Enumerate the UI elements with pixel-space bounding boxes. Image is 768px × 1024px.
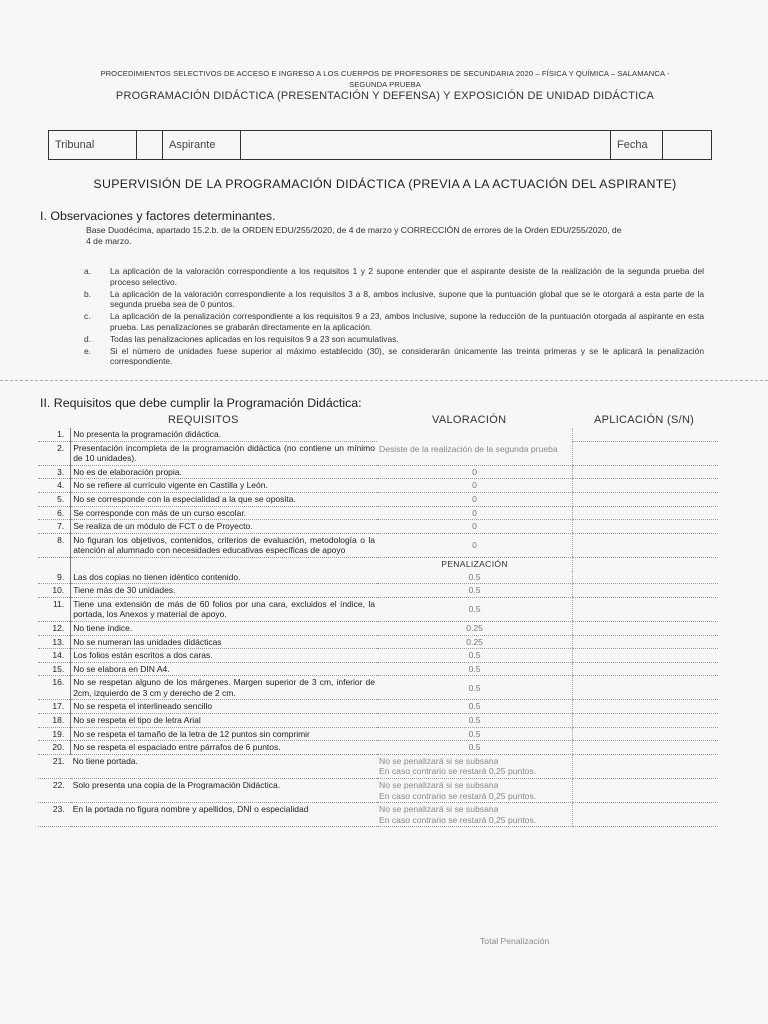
table-row [38,779,718,803]
penalizacion-note [377,803,573,827]
table-row [38,649,718,663]
tribunal-label: Tribunal [49,131,137,159]
total-penalizacion: Total Penalización [480,936,550,946]
note-item [84,266,704,287]
note-item [84,346,704,367]
row-text: Se realiza de un módulo de FCT o de Proyecto. [71,520,377,534]
row-number: 9. [38,571,71,584]
row-number: 10. [38,584,71,598]
row-number: 13. [38,635,71,649]
penalizacion-note [377,754,573,778]
penalizacion-value: 0.25 [377,621,573,635]
row-number: 3. [38,465,71,479]
aplicacion-cell[interactable] [573,428,718,441]
note-text: La aplicación de la valoración correspondiente a los requisitos 3 a 8, ambos inclusive, supone que la puntuación global que se le otorgará a esta parte de la segunda prueba sea de 0 puntos. [110,288,704,309]
note-line1: No se penalizará si se subsana [378,780,499,791]
table-row [38,533,718,557]
table-row [38,676,718,700]
row-number: 19. [38,727,71,741]
penalizacion-note [377,779,573,803]
table-row [38,727,718,741]
note-line2: En caso contrario se restará 0,25 puntos. [378,766,537,777]
row-number: 15. [38,662,71,676]
col-requisitos: REQUISITOS [168,414,239,426]
row-text: No se respeta el tipo de letra Arial [71,714,377,728]
row-number: 11. [38,597,71,621]
valoracion-value: 0 [377,492,573,506]
row-number [38,557,71,570]
aplicacion-cell[interactable] [573,520,718,534]
penalizacion-value: 0.25 [377,635,573,649]
table-row [38,506,718,520]
table-row [38,700,718,714]
row-text: Se corresponde con más de un curso escolar. [71,506,377,520]
row-text: No se respeta el espaciado entre párrafos de 6 puntos. [71,741,377,755]
table-row [38,479,718,493]
table-row [38,635,718,649]
note-text: La aplicación de la penalización correspondiente a los requisitos 9 a 23, ambos inclusive, supone la reducción de la puntuación otorgada al aspirante en esta prueba. Las penalizaciones se grabarán directamente en la aplicación. [110,311,704,332]
penalizacion-value: 0.5 [377,597,573,621]
aplicacion-cell[interactable] [573,465,718,479]
page-title: SUPERVISIÓN DE LA PROGRAMACIÓN DIDÁCTICA (PREVIA A LA ACTUACIÓN DEL ASPIRANTE) [93,177,677,191]
row-text: En la portada no figura nombre y apellidos, DNI o especialidad [71,803,377,827]
note-text: Todas las penalizaciones aplicadas en los requisitos 9 a 23 son acumulativas. [110,333,399,344]
note-item [84,289,704,310]
aplicacion-cell[interactable] [573,727,718,741]
row-text: No figuran los objetivos, contenidos, criterios de evaluación, metodología o la atención al alumnado con necesidades educativas específicas de apoyo [71,533,377,557]
notes-list [84,266,704,368]
aplicacion-cell [573,557,718,570]
id-box [48,130,712,160]
row-text: No se refiere al currículo vigente en Castilla y León. [71,479,377,493]
row-text: Tiene una extensión de más de 60 folios por una cara, excluidos el índice, la portada, los Anexos y material de apoyo. [71,597,377,621]
note-letter: c. [84,311,91,321]
valoracion-value: 0 [377,533,573,557]
table-row [38,597,718,621]
row-number: 22. [38,779,71,803]
table-row [38,492,718,506]
table-row [38,465,718,479]
penalizacion-value: 0.5 [377,649,573,663]
valoracion-desiste: Desiste de la realización de la segunda prueba [377,428,573,465]
row-number: 17. [38,700,71,714]
aplicacion-cell[interactable] [573,597,718,621]
header-line1-text: PROCEDIMIENTOS SELECTIVOS DE ACCESO E INGRESO A LOS CUERPOS DE PROFESORES DE SECUNDARIA 2020 – FÍSICA Y QUÍMICA – SALAMANCA - [100,69,670,78]
aplicacion-cell[interactable] [573,441,718,465]
fecha-label: Fecha [611,131,663,159]
row-number: 5. [38,492,71,506]
aplicacion-cell[interactable] [573,714,718,728]
aspirante-label: Aspirante [163,131,241,159]
aplicacion-cell[interactable] [573,492,718,506]
aplicacion-cell[interactable] [573,571,718,584]
tribunal-field[interactable] [137,131,163,159]
row-text: No se respeta el tamaño de la letra de 12 puntos sin comprimir [71,727,377,741]
row-text: Los folios están escritos a dos caras. [71,649,377,663]
fecha-field[interactable] [663,131,711,159]
penalizacion-header-row [38,557,718,570]
row-number: 23. [38,803,71,827]
row-number: 1. [38,428,71,441]
penalizacion-value: 0.5 [377,676,573,700]
row-text: Tiene más de 30 unidades. [71,584,377,598]
aplicacion-cell[interactable] [573,584,718,598]
row-number: 21. [38,754,71,778]
penalizacion-value: 0.5 [377,584,573,598]
note-line2: En caso contrario se restará 0,25 puntos. [378,790,537,801]
aplicacion-cell[interactable] [573,649,718,663]
row-text: No se elabora en DIN A4. [71,662,377,676]
penalizacion-value: 0.5 [377,700,573,714]
penalizacion-header: PENALIZACIÓN [441,558,508,569]
table-row [38,621,718,635]
note-line1: No se penalizará si se subsana [378,755,499,766]
table-row [38,803,718,827]
aplicacion-cell[interactable] [573,700,718,714]
row-number: 14. [38,649,71,663]
note-line2: En caso contrario se restará 0,25 puntos. [378,814,537,825]
table-row [38,662,718,676]
penalizacion-value: 0.5 [377,714,573,728]
row-text: No tiene índice. [71,621,377,635]
penalizacion-value: 0.5 [377,741,573,755]
row-text: Solo presenta una copia de la Programación Didáctica. [71,779,377,803]
valoracion-value: 0 [377,506,573,520]
penalizacion-value: 0.5 [377,727,573,741]
aplicacion-cell[interactable] [573,621,718,635]
table-row [38,520,718,534]
table-row [38,584,718,598]
row-text [71,557,377,570]
section1-heading: I. Observaciones y factores determinantes. [40,209,276,223]
penalizacion-value: 0.5 [377,662,573,676]
note-letter: b. [84,288,91,299]
row-text: No presenta la programación didáctica. [71,428,377,441]
table-row [38,714,718,728]
valoracion-value: 0 [377,520,573,534]
note-letter: e. [84,345,91,356]
note-text: Si el número de unidades fuese superior al máximo establecido (30), se considerarán únicamente las treinta primeras y se le aplicará la penalización correspondiente. [110,345,704,366]
aplicacion-cell[interactable] [573,754,718,778]
row-number: 18. [38,714,71,728]
aspirante-field[interactable] [241,131,611,159]
section2-heading: II. Requisitos que debe cumplir la Programación Didáctica: [40,396,362,410]
divider [0,380,768,381]
header-line1 [60,68,710,90]
row-text: No es de elaboración propia. [71,465,377,479]
aplicacion-cell[interactable] [573,533,718,557]
row-number: 12. [38,621,71,635]
section1-base: Base Duodécima, apartado 15.2.b. de la ORDEN EDU/255/2020, de 4 de marzo y CORRECCIÓN de errores de la Orden EDU/255/2020, de 4 de marzo. [86,225,622,246]
row-number: 16. [38,676,71,700]
row-text: No se respetan alguno de los márgenes. Margen superior de 3 cm, inferior de 2cm, izquierdo de 3 cm y derecho de 2 cm. [71,676,377,700]
aplicacion-cell[interactable] [573,803,718,827]
row-text: Las dos copias no tienen idéntico contenido. [71,571,377,584]
note-letter: d. [84,333,91,344]
row-text: No tiene portada. [71,754,377,778]
row-number: 20. [38,741,71,755]
aplicacion-cell[interactable] [573,635,718,649]
row-number: 4. [38,479,71,493]
note-item [84,311,704,332]
col-aplicacion: APLICACIÓN (S/N) [594,414,695,426]
aplicacion-cell[interactable] [573,676,718,700]
row-number: 8. [38,533,71,557]
table-row [38,428,718,441]
row-number: 2. [38,441,71,465]
note-line1: No se penalizará si se subsana [378,804,499,815]
requirements-table [38,428,718,827]
valoracion-value: 0 [377,479,573,493]
row-text: No se numeran las unidades didácticas [71,635,377,649]
note-text: La aplicación de la valoración correspondiente a los requisitos 1 y 2 supone entender que el aspirante desiste de la realización de la segunda prueba del proceso selectivo. [110,266,704,287]
note-item [84,334,704,345]
note-letter: a. [84,266,91,276]
valoracion-value: 0 [377,465,573,479]
aplicacion-cell[interactable] [573,741,718,755]
table-row [38,571,718,584]
aplicacion-cell[interactable] [573,506,718,520]
header-line2: PROGRAMACIÓN DIDÁCTICA (PRESENTACIÓN Y DEFENSA) Y EXPOSICIÓN DE UNIDAD DIDÁCTICA [115,90,655,102]
row-text: No se respeta el interlineado sencillo [71,700,377,714]
col-valoracion: VALORACIÓN [432,414,507,426]
table-row [38,741,718,755]
row-number: 7. [38,520,71,534]
penalizacion-value: 0.5 [377,571,573,584]
row-number: 6. [38,506,71,520]
header-line1b-text: SEGUNDA PRUEBA [349,80,421,89]
row-text: No se corresponde con la especialidad a la que se oposita. [71,492,377,506]
aplicacion-cell[interactable] [573,779,718,803]
aplicacion-cell[interactable] [573,479,718,493]
row-text: Presentación incompleta de la programación didáctica (no contiene un mínimo de 10 unidades). [71,441,377,465]
table-row [38,754,718,778]
aplicacion-cell[interactable] [573,662,718,676]
